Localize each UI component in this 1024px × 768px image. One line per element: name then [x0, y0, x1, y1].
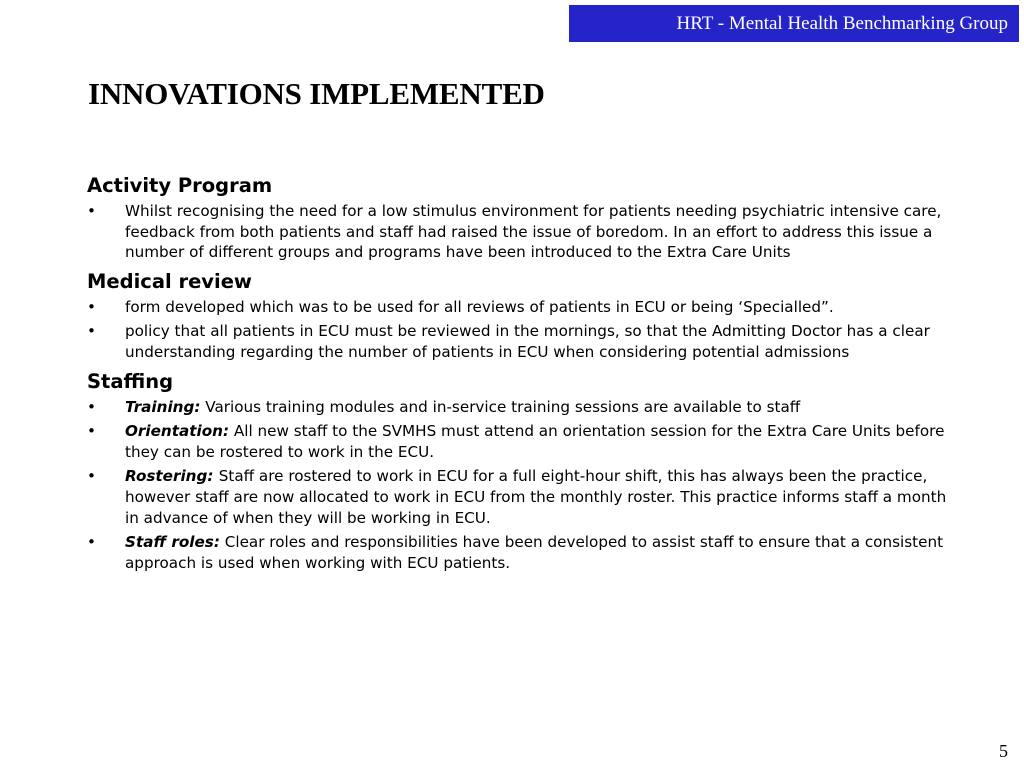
bullet-item — [87, 466, 947, 528]
bullet-text: Whilst recognising the need for a low stimulus environment for patients needing psychiatric intensive care, feedback from both patients and staff had raised the issue of boredom. In an effort to address this issue a number of different groups and programs have been introduced to the Extra Care Units — [125, 202, 942, 262]
bullet-lead: Staff roles: — [125, 533, 220, 552]
bullet-lead: Orientation: — [125, 422, 230, 441]
bullet-text: Various training modules and in-service training sessions are available to staff — [205, 397, 801, 416]
section-heading: Staffing — [87, 369, 174, 393]
bullet-text: All new staff to the SVMHS must attend an orientation session for the Extra Care Units before they can be rostered to work in the ECU. — [125, 422, 945, 461]
bullet-list — [87, 297, 947, 363]
bullet-text: form developed which was to be used for all reviews of patients in ECU or being ‘Specialled”. — [125, 297, 834, 316]
section-activity-program — [87, 171, 947, 263]
bullet-item — [87, 201, 947, 263]
section-medical-review — [87, 267, 947, 363]
bullet-lead: Training: — [125, 397, 201, 416]
bullet-text: Clear roles and responsibilities have been developed to assist staff to ensure that a consistent approach is used when working with ECU patients. — [125, 533, 944, 572]
bullet-item — [87, 397, 947, 418]
bullet-list — [87, 397, 947, 574]
page-number: 5 — [999, 741, 1008, 761]
header-banner-text: HRT - Mental Health Benchmarking Group — [676, 12, 1008, 34]
bullet-list — [87, 201, 947, 263]
bullet-separator: : — [207, 467, 219, 486]
bullet-item — [87, 421, 947, 462]
page-title: INNOVATIONS IMPLEMENTED — [88, 76, 545, 111]
section-heading: Medical review — [87, 269, 252, 293]
slide-content — [87, 171, 947, 577]
bullet-text: policy that all patients in ECU must be reviewed in the mornings, so that the Admitting Doctor has a clear understanding regarding the number of patients in ECU when considering potential admissions — [125, 322, 930, 361]
bullet-item — [87, 532, 947, 573]
bullet-lead: Rostering — [125, 467, 208, 486]
header-banner — [569, 5, 1019, 42]
section-staffing — [87, 367, 947, 574]
bullet-text: Staff are rostered to work in ECU for a full eight-hour shift, this has always been the practice, however staff are now allocated to work in ECU from the monthly roster. This practice informs staff a month in advance of when they will be working in ECU. — [125, 467, 947, 527]
bullet-item — [87, 297, 947, 318]
bullet-item — [87, 321, 947, 362]
section-heading: Activity Program — [87, 174, 273, 197]
